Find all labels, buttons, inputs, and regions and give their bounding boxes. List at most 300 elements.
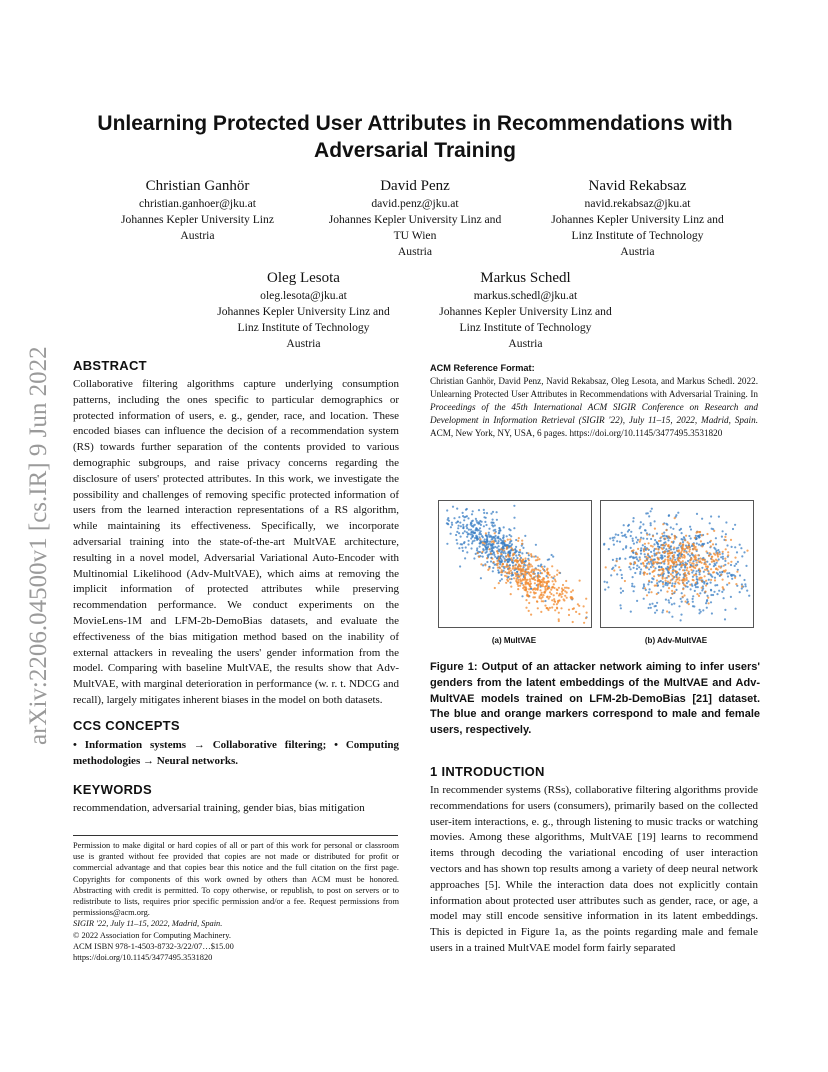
scatter-point	[500, 542, 502, 544]
scatter-point	[504, 575, 506, 577]
scatter-point	[683, 554, 685, 556]
scatter-point	[715, 543, 717, 545]
scatter-point	[475, 518, 477, 520]
scatter-point	[642, 523, 644, 525]
scatter-point	[713, 560, 715, 562]
scatter-point	[627, 525, 629, 527]
scatter-point	[486, 537, 488, 539]
scatter-point	[623, 524, 625, 526]
scatter-point	[519, 551, 521, 553]
scatter-point	[485, 517, 487, 519]
scatter-point	[519, 564, 521, 566]
scatter-point	[639, 539, 641, 541]
author-name: Navid Rekabsaz	[588, 178, 687, 194]
scatter-point	[675, 576, 677, 578]
scatter-point	[693, 566, 695, 568]
scatter-point	[505, 582, 507, 584]
scatter-point	[537, 607, 539, 609]
arxiv-stamp	[14, 300, 58, 760]
scatter-point	[530, 614, 532, 616]
scatter-point	[549, 596, 551, 598]
scatter-point	[741, 555, 743, 557]
scatter-point	[490, 513, 492, 515]
scatter-point	[644, 572, 646, 574]
scatter-point	[510, 547, 512, 549]
scatter-point	[586, 612, 588, 614]
scatter-point	[487, 540, 489, 542]
scatter-point	[676, 579, 678, 581]
scatter-point	[528, 573, 530, 575]
scatter-point	[467, 543, 469, 545]
scatter-point	[498, 530, 500, 532]
scatter-point	[652, 571, 654, 573]
scatter-point	[741, 583, 743, 585]
scatter-point	[524, 557, 526, 559]
scatter-point	[519, 585, 521, 587]
scatter-point	[632, 576, 634, 578]
scatter-point	[515, 546, 517, 548]
scatter-point	[655, 548, 657, 550]
scatter-point	[661, 568, 663, 570]
scatter-point	[707, 542, 709, 544]
author-affiliation: Johannes Kepler University Linz and	[551, 213, 724, 226]
scatter-point	[464, 530, 466, 532]
scatter-point	[665, 580, 667, 582]
scatter-point	[665, 529, 667, 531]
scatter-point	[649, 603, 651, 605]
scatter-point	[564, 595, 566, 597]
scatter-point	[620, 592, 622, 594]
scatter-point	[553, 603, 555, 605]
scatter-point	[551, 576, 553, 578]
scatter-point	[671, 593, 673, 595]
scatter-point	[482, 544, 484, 546]
scatter-point	[696, 578, 698, 580]
scatter-point	[701, 518, 703, 520]
scatter-point	[660, 554, 662, 556]
scatter-point	[607, 586, 609, 588]
scatter-point	[699, 609, 701, 611]
scatter-point	[650, 566, 652, 568]
acm-ref-tail: ACM, New York, NY, USA, 6 pages. https://doi.org/10.1145/3477495.3531820	[430, 428, 723, 438]
copyright-line: © 2022 Association for Computing Machinery.	[73, 930, 231, 940]
scatter-point	[636, 568, 638, 570]
scatter-point	[688, 543, 690, 545]
scatter-point	[534, 582, 536, 584]
scatter-point	[690, 528, 692, 530]
scatter-point	[524, 535, 526, 537]
scatter-point	[650, 607, 652, 609]
scatter-point	[720, 567, 722, 569]
scatter-point	[689, 584, 691, 586]
scatter-point	[696, 593, 698, 595]
scatter-point	[746, 590, 748, 592]
scatter-point	[571, 596, 573, 598]
scatter-point	[663, 542, 665, 544]
scatter-point	[710, 540, 712, 542]
scatter-point	[643, 585, 645, 587]
scatter-point	[692, 595, 694, 597]
scatter-point	[520, 582, 522, 584]
scatter-point	[556, 574, 558, 576]
scatter-point	[691, 545, 693, 547]
scatter-point	[617, 534, 619, 536]
scatter-point	[493, 529, 495, 531]
author-block	[305, 176, 525, 260]
scatter-point	[717, 554, 719, 556]
scatter-point	[663, 544, 665, 546]
scatter-point	[481, 535, 483, 537]
scatter-point	[476, 547, 478, 549]
scatter-point	[701, 587, 703, 589]
author-affiliation: Austria	[286, 337, 321, 350]
scatter-point	[690, 559, 692, 561]
scatter-point	[531, 577, 533, 579]
scatter-point	[701, 589, 703, 591]
scatter-point	[612, 537, 614, 539]
scatter-point	[520, 570, 522, 572]
scatter-point	[694, 590, 696, 592]
scatter-point	[614, 565, 616, 567]
scatter-point	[562, 584, 564, 586]
scatter-point	[475, 553, 477, 555]
scatter-point	[529, 585, 531, 587]
scatter-point	[668, 544, 670, 546]
scatter-point	[507, 554, 509, 556]
scatter-point	[467, 517, 469, 519]
scatter-point	[662, 609, 664, 611]
author-block	[90, 176, 305, 244]
scatter-point	[649, 556, 651, 558]
scatter-point	[459, 522, 461, 524]
scatter-point	[713, 591, 715, 593]
scatter-point	[503, 534, 505, 536]
scatter-point	[525, 607, 527, 609]
scatter-point	[451, 524, 453, 526]
scatter-point	[692, 560, 694, 562]
scatter-point	[492, 511, 494, 513]
scatter-point	[553, 598, 555, 600]
scatter-point	[540, 585, 542, 587]
scatter-point	[540, 594, 542, 596]
scatter-point	[691, 585, 693, 587]
scatter-point	[728, 572, 730, 574]
scatter-point	[706, 582, 708, 584]
scatter-point	[554, 609, 556, 611]
scatter-point	[710, 515, 712, 517]
scatter-point	[537, 569, 539, 571]
scatter-point	[483, 525, 485, 527]
doi-link[interactable]: https://doi.org/10.1145/3477495.3531820	[73, 953, 213, 963]
scatter-point	[724, 558, 726, 560]
scatter-point	[668, 550, 670, 552]
scatter-point	[520, 574, 522, 576]
scatter-point	[460, 525, 462, 527]
scatter-point	[640, 547, 642, 549]
scatter-point	[654, 528, 656, 530]
scatter-point	[630, 531, 632, 533]
scatter-point	[529, 580, 531, 582]
scatter-point	[682, 581, 684, 583]
scatter-point	[504, 566, 506, 568]
scatter-point	[643, 565, 645, 567]
scatter-point	[722, 579, 724, 581]
scatter-point	[711, 561, 713, 563]
scatter-point	[486, 512, 488, 514]
scatter-point	[722, 586, 724, 588]
scatter-point	[687, 547, 689, 549]
scatter-point	[514, 559, 516, 561]
scatter-point	[665, 543, 667, 545]
scatter-point	[669, 559, 671, 561]
scatter-point	[667, 568, 669, 570]
scatter-point	[486, 561, 488, 563]
scatter-point	[509, 582, 511, 584]
scatter-point	[533, 556, 535, 558]
scatter-point	[456, 508, 458, 510]
scatter-point	[696, 532, 698, 534]
scatter-point	[689, 526, 691, 528]
scatter-point	[478, 521, 480, 523]
scatter-point	[470, 524, 472, 526]
acm-ref-authors: Christian Ganhör, David Penz, Navid Rekabsaz, Oleg Lesota, and Markus Schedl. 2022. Unlearning Protected User Attributes in Recommendations with Adversarial Training. In	[430, 376, 758, 399]
scatter-point	[682, 539, 684, 541]
scatter-point	[705, 602, 707, 604]
scatter-point	[678, 605, 680, 607]
scatter-point	[491, 524, 493, 526]
scatter-point	[702, 609, 704, 611]
scatter-point	[688, 571, 690, 573]
scatter-point	[721, 536, 723, 538]
scatter-point	[506, 548, 508, 550]
scatter-point	[656, 533, 658, 535]
author-email[interactable]: navid.rekabsaz@jku.at	[584, 197, 691, 210]
scatter-point	[498, 527, 500, 529]
acm-reference	[430, 362, 758, 440]
scatter-point	[673, 561, 675, 563]
scatter-point	[525, 581, 527, 583]
scatter-point	[719, 553, 721, 555]
scatter-point	[469, 533, 471, 535]
author-email[interactable]: christian.ganhoer@jku.at	[139, 197, 256, 210]
scatter-point	[648, 591, 650, 593]
scatter-point	[450, 533, 452, 535]
isbn-line: ACM ISBN 978-1-4503-8732-3/22/07…$15.00	[73, 941, 234, 951]
scatter-point	[687, 560, 689, 562]
scatter-point	[730, 539, 732, 541]
scatter-point	[693, 605, 695, 607]
scatter-point	[453, 517, 455, 519]
scatter-point	[656, 593, 658, 595]
scatter-point	[658, 558, 660, 560]
scatter-point	[634, 572, 636, 574]
scatter-point	[619, 569, 621, 571]
scatter-point	[466, 515, 468, 517]
scatter-point	[537, 579, 539, 581]
scatter-point	[695, 582, 697, 584]
scatter-point	[664, 577, 666, 579]
scatter-point	[491, 550, 493, 552]
scatter-point	[713, 571, 715, 573]
scatter-point	[639, 571, 641, 573]
scatter-point	[471, 542, 473, 544]
scatter-point	[568, 609, 570, 611]
scatter-point	[699, 579, 701, 581]
scatter-point	[716, 560, 718, 562]
scatter-point	[500, 553, 502, 555]
scatter-point	[682, 543, 684, 545]
scatter-point	[515, 555, 517, 557]
scatter-plot-a	[439, 501, 591, 627]
scatter-point	[701, 577, 703, 579]
scatter-point	[494, 524, 496, 526]
scatter-point	[692, 548, 694, 550]
scatter-point	[686, 567, 688, 569]
scatter-point	[721, 591, 723, 593]
scatter-point	[696, 562, 698, 564]
scatter-point	[494, 556, 496, 558]
scatter-point	[654, 605, 656, 607]
scatter-point	[527, 552, 529, 554]
scatter-point	[530, 591, 532, 593]
introduction-heading: 1 INTRODUCTION	[430, 764, 545, 779]
scatter-point	[566, 597, 568, 599]
scatter-point	[501, 578, 503, 580]
scatter-point	[501, 569, 503, 571]
scatter-point	[636, 565, 638, 567]
scatter-point	[689, 561, 691, 563]
scatter-point	[710, 582, 712, 584]
scatter-point	[679, 529, 681, 531]
scatter-point	[540, 564, 542, 566]
scatter-point	[470, 537, 472, 539]
scatter-point	[616, 558, 618, 560]
scatter-point	[670, 597, 672, 599]
author-email[interactable]: david.penz@jku.at	[371, 197, 459, 210]
scatter-point	[673, 603, 675, 605]
scatter-point	[517, 588, 519, 590]
scatter-point	[532, 573, 534, 575]
scatter-point	[660, 589, 662, 591]
scatter-point	[683, 551, 685, 553]
scatter-point	[693, 563, 695, 565]
scatter-point	[496, 560, 498, 562]
scatter-point	[682, 560, 684, 562]
scatter-point	[512, 562, 514, 564]
author-email[interactable]: oleg.lesota@jku.at	[260, 289, 347, 302]
author-name: Markus Schedl	[480, 270, 571, 286]
scatter-point	[487, 554, 489, 556]
scatter-point	[605, 566, 607, 568]
scatter-point	[699, 570, 701, 572]
scatter-point	[695, 565, 697, 567]
scatter-point	[554, 601, 556, 603]
scatter-point	[536, 601, 538, 603]
scatter-point	[516, 573, 518, 575]
scatter-point	[712, 543, 714, 545]
scatter-point	[632, 520, 634, 522]
scatter-point	[612, 539, 614, 541]
scatter-point	[648, 580, 650, 582]
scatter-point	[736, 571, 738, 573]
scatter-point	[724, 618, 726, 620]
scatter-point	[663, 563, 665, 565]
scatter-point	[739, 544, 741, 546]
scatter-point	[503, 549, 505, 551]
scatter-point	[681, 556, 683, 558]
scatter-point	[558, 618, 560, 620]
scatter-point	[546, 569, 548, 571]
author-email[interactable]: markus.schedl@jku.at	[473, 289, 578, 302]
author-affiliation: Johannes Kepler University Linz and	[328, 213, 502, 226]
scatter-point	[522, 584, 524, 586]
scatter-point	[693, 574, 695, 576]
scatter-point	[717, 549, 719, 551]
scatter-point	[544, 605, 546, 607]
introduction-text: In recommender systems (RSs), collaborative filtering algorithms provide recommendations for users (consumers), primarily based on the collected user-item interactions, e. g., through listening to music tracks or watching movies. Among these algorithms, MultVAE [19] learns to recommend items through decoding the variational encoding of user interaction vectors and has shown top results among a variety of deep neural network approaches [5]. While the interaction data does not explicitly contain information about protected user attributes such as gender, race, or age, a model may still encode sensitive information in its latent embeddings. This is depicted in Figure 1a, as the points regarding male and female users in a trained MultVAE model form fairly separated	[430, 784, 758, 954]
scatter-point	[710, 579, 712, 581]
scatter-point	[539, 589, 541, 591]
scatter-point	[686, 577, 688, 579]
scatter-point	[688, 603, 690, 605]
scatter-point	[669, 552, 671, 554]
scatter-point	[630, 563, 632, 565]
scatter-point	[572, 621, 574, 623]
scatter-point	[502, 563, 504, 565]
scatter-point	[476, 529, 478, 531]
scatter-point	[603, 543, 605, 545]
scatter-point	[709, 563, 711, 565]
scatter-point	[656, 609, 658, 611]
scatter-point	[643, 548, 645, 550]
scatter-point	[696, 513, 698, 515]
acm-ref-venue: Proceedings of the 45th International ACM SIGIR Conference on Research and Development in Information Retrieval (SIGIR '22), July 11–15, 2022, Madrid, Spain.	[430, 402, 758, 425]
author-affiliation: Linz Institute of Technology	[237, 321, 370, 334]
scatter-point	[526, 593, 528, 595]
scatter-point	[678, 560, 680, 562]
scatter-point	[671, 603, 673, 605]
scatter-point	[553, 575, 555, 577]
scatter-point	[662, 523, 664, 525]
scatter-point	[466, 524, 468, 526]
scatter-point	[547, 577, 549, 579]
scatter-point	[570, 591, 572, 593]
scatter-point	[679, 579, 681, 581]
scatter-point	[492, 567, 494, 569]
scatter-point	[745, 585, 747, 587]
scatter-point	[726, 544, 728, 546]
scatter-point	[504, 571, 506, 573]
scatter-point	[513, 557, 515, 559]
scatter-point	[556, 607, 558, 609]
scatter-point	[694, 537, 696, 539]
scatter-point	[667, 556, 669, 558]
scatter-point	[609, 537, 611, 539]
scatter-point	[656, 579, 658, 581]
scatter-point	[744, 583, 746, 585]
scatter-point	[633, 590, 635, 592]
scatter-point	[606, 581, 608, 583]
scatter-point	[512, 549, 514, 551]
scatter-point	[634, 562, 636, 564]
scatter-point	[711, 612, 713, 614]
scatter-point	[558, 600, 560, 602]
scatter-point	[735, 608, 737, 610]
scatter-point	[544, 591, 546, 593]
scatter-point	[490, 552, 492, 554]
scatter-point	[490, 522, 492, 524]
scatter-point	[564, 590, 566, 592]
